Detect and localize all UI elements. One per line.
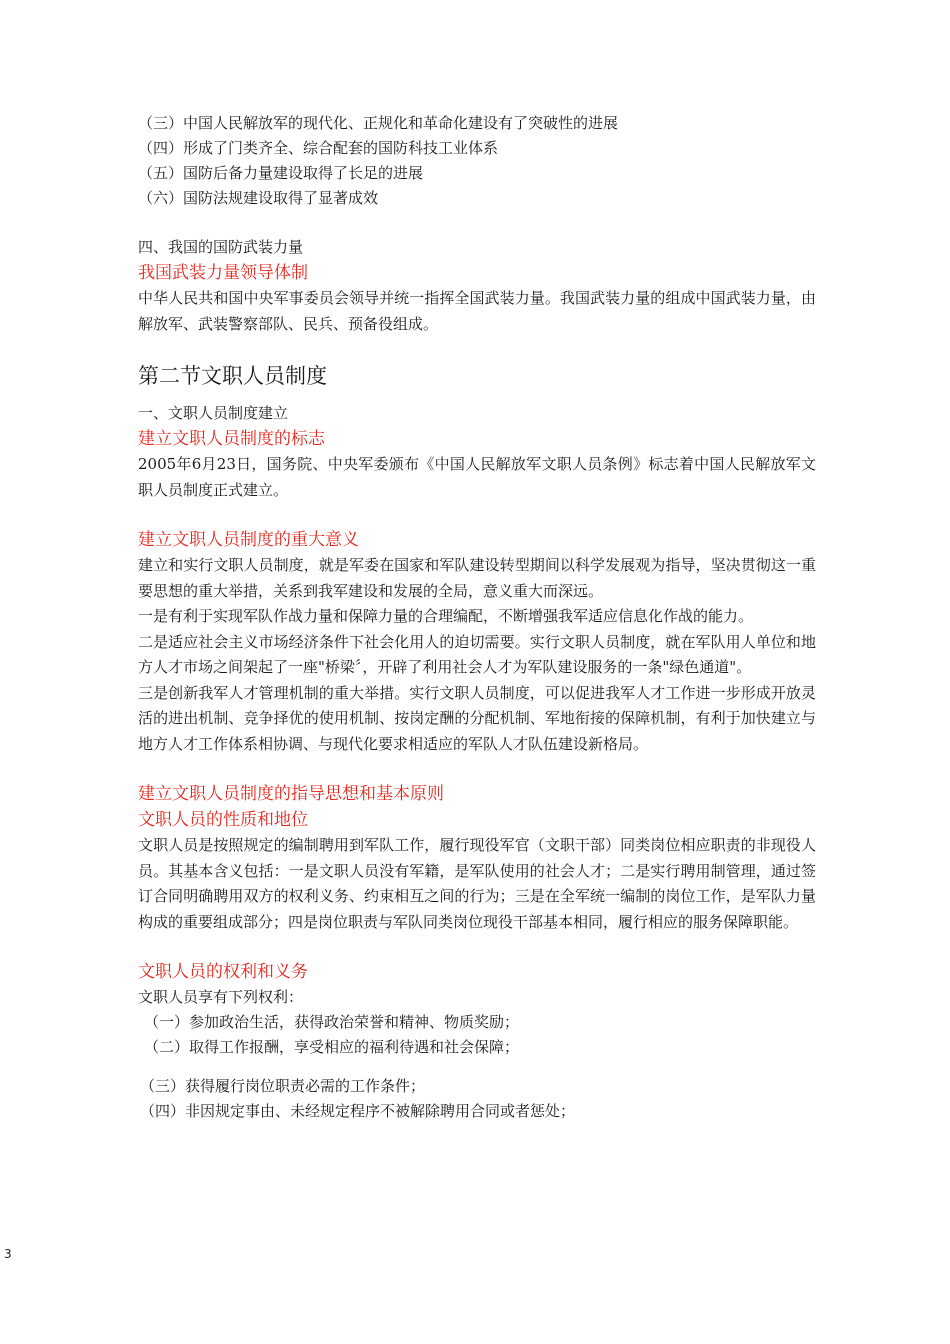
- section-two-title: 第二节文职人员制度: [138, 364, 327, 388]
- armed-forces-paragraph: 中华人民共和国中央军事委员会领导并统一指挥全国武装力量。我国武装力量的组成中国武装力量，由解放军、武装警察部队、民兵、预备役组成。: [138, 289, 816, 333]
- significance-paragraph-intro: 建立和实行文职人员制度，就是军委在国家和军队建设转型期间以科学发展观为指导，坚决贯彻这一重要思想的重大举措，关系到我军建设和发展的全局，意义重大而深远。: [138, 556, 816, 600]
- list-item: （四）形成了门类齐全、综合配套的国防科技工业体系: [138, 139, 499, 157]
- nature-status-heading: 文职人员的性质和地位: [138, 810, 308, 830]
- list-item: （五）国防后备力量建设取得了长足的进展: [138, 164, 424, 182]
- rights-duties-heading: 文职人员的权利和义务: [138, 962, 308, 982]
- significance-paragraph-second: 二是适应社会主义市场经济条件下社会化用人的迫切需要。实行文职人员制度，就在军队用人单位和地方人才市场之间架起了一座"桥梁〞，开辟了利用社会人才为军队建设服务的一条"绿色通道"。: [138, 632, 816, 676]
- page-number: 3: [4, 1247, 12, 1261]
- rights-intro: 文职人员享有下列权利：: [138, 988, 304, 1006]
- significance-paragraph-first: 一是有利于实现军队作战力量和保障力量的合理编配，不断增强我军适应信息化作战的能力。: [138, 607, 754, 625]
- rights-list-item: （二）取得工作报酬，享受相应的福利待遇和社会保障；: [144, 1038, 520, 1056]
- list-item: （三）中国人民解放军的现代化、正规化和革命化建设有了突破性的进展: [138, 114, 619, 132]
- rights-list-item: （四）非因规定事由、未经规定程序不被解除聘用合同或者惩处；: [140, 1102, 576, 1120]
- system-mark-paragraph: 2005年6月23日，国务院、中央军委颁布《中国人民解放军文职人员条例》标志着中国人民解放军文职人员制度正式建立。: [138, 455, 816, 499]
- nature-status-paragraph: 文职人员是按照规定的编制聘用到军队工作，履行现役军官（文职干部）同类岗位相应职责的非现役人员。其基本含义包括：一是文职人员没有军籍，是军队使用的社会人才；二是实行聘用制管理，通过签订合同明确聘用双方的权利义务、约束相互之间的行为；三是在全军统一编制的岗位工作，是军队力量构成的重要组成部分；四是岗位职责与军队同类岗位现役干部基本相同，履行相应的服务保障职能。: [138, 836, 816, 931]
- system-mark-heading: 建立文职人员制度的标志: [138, 429, 325, 449]
- civilian-system-heading: 一、文职人员制度建立: [138, 404, 289, 422]
- rights-list-item: （三）获得履行岗位职责必需的工作条件；: [140, 1077, 426, 1095]
- page-content: [138, 111, 816, 1124]
- section-four-heading: 四、我国的国防武装力量: [138, 238, 304, 256]
- rights-list-item: （一）参加政治生活，获得政治荣誉和精神、物质奖励；: [144, 1013, 520, 1031]
- list-item: （六）国防法规建设取得了显著成效: [138, 189, 379, 207]
- significance-paragraph-third: 三是创新我军人才管理机制的重大举措。实行文职人员制度，可以促进我军人才工作进一步形成开放灵活的进出机制、竞争择优的使用机制、按岗定酬的分配机制、军地衔接的保障机制，有利于加快建立与地方人才工作体系相协调、与现代化要求相适应的军队人才队伍建设新格局。: [138, 683, 816, 753]
- significance-heading: 建立文职人员制度的重大意义: [138, 530, 359, 550]
- guiding-principles-heading: 建立文职人员制度的指导思想和基本原则: [138, 784, 444, 804]
- armed-forces-leadership-heading: 我国武装力量领导体制: [138, 263, 308, 283]
